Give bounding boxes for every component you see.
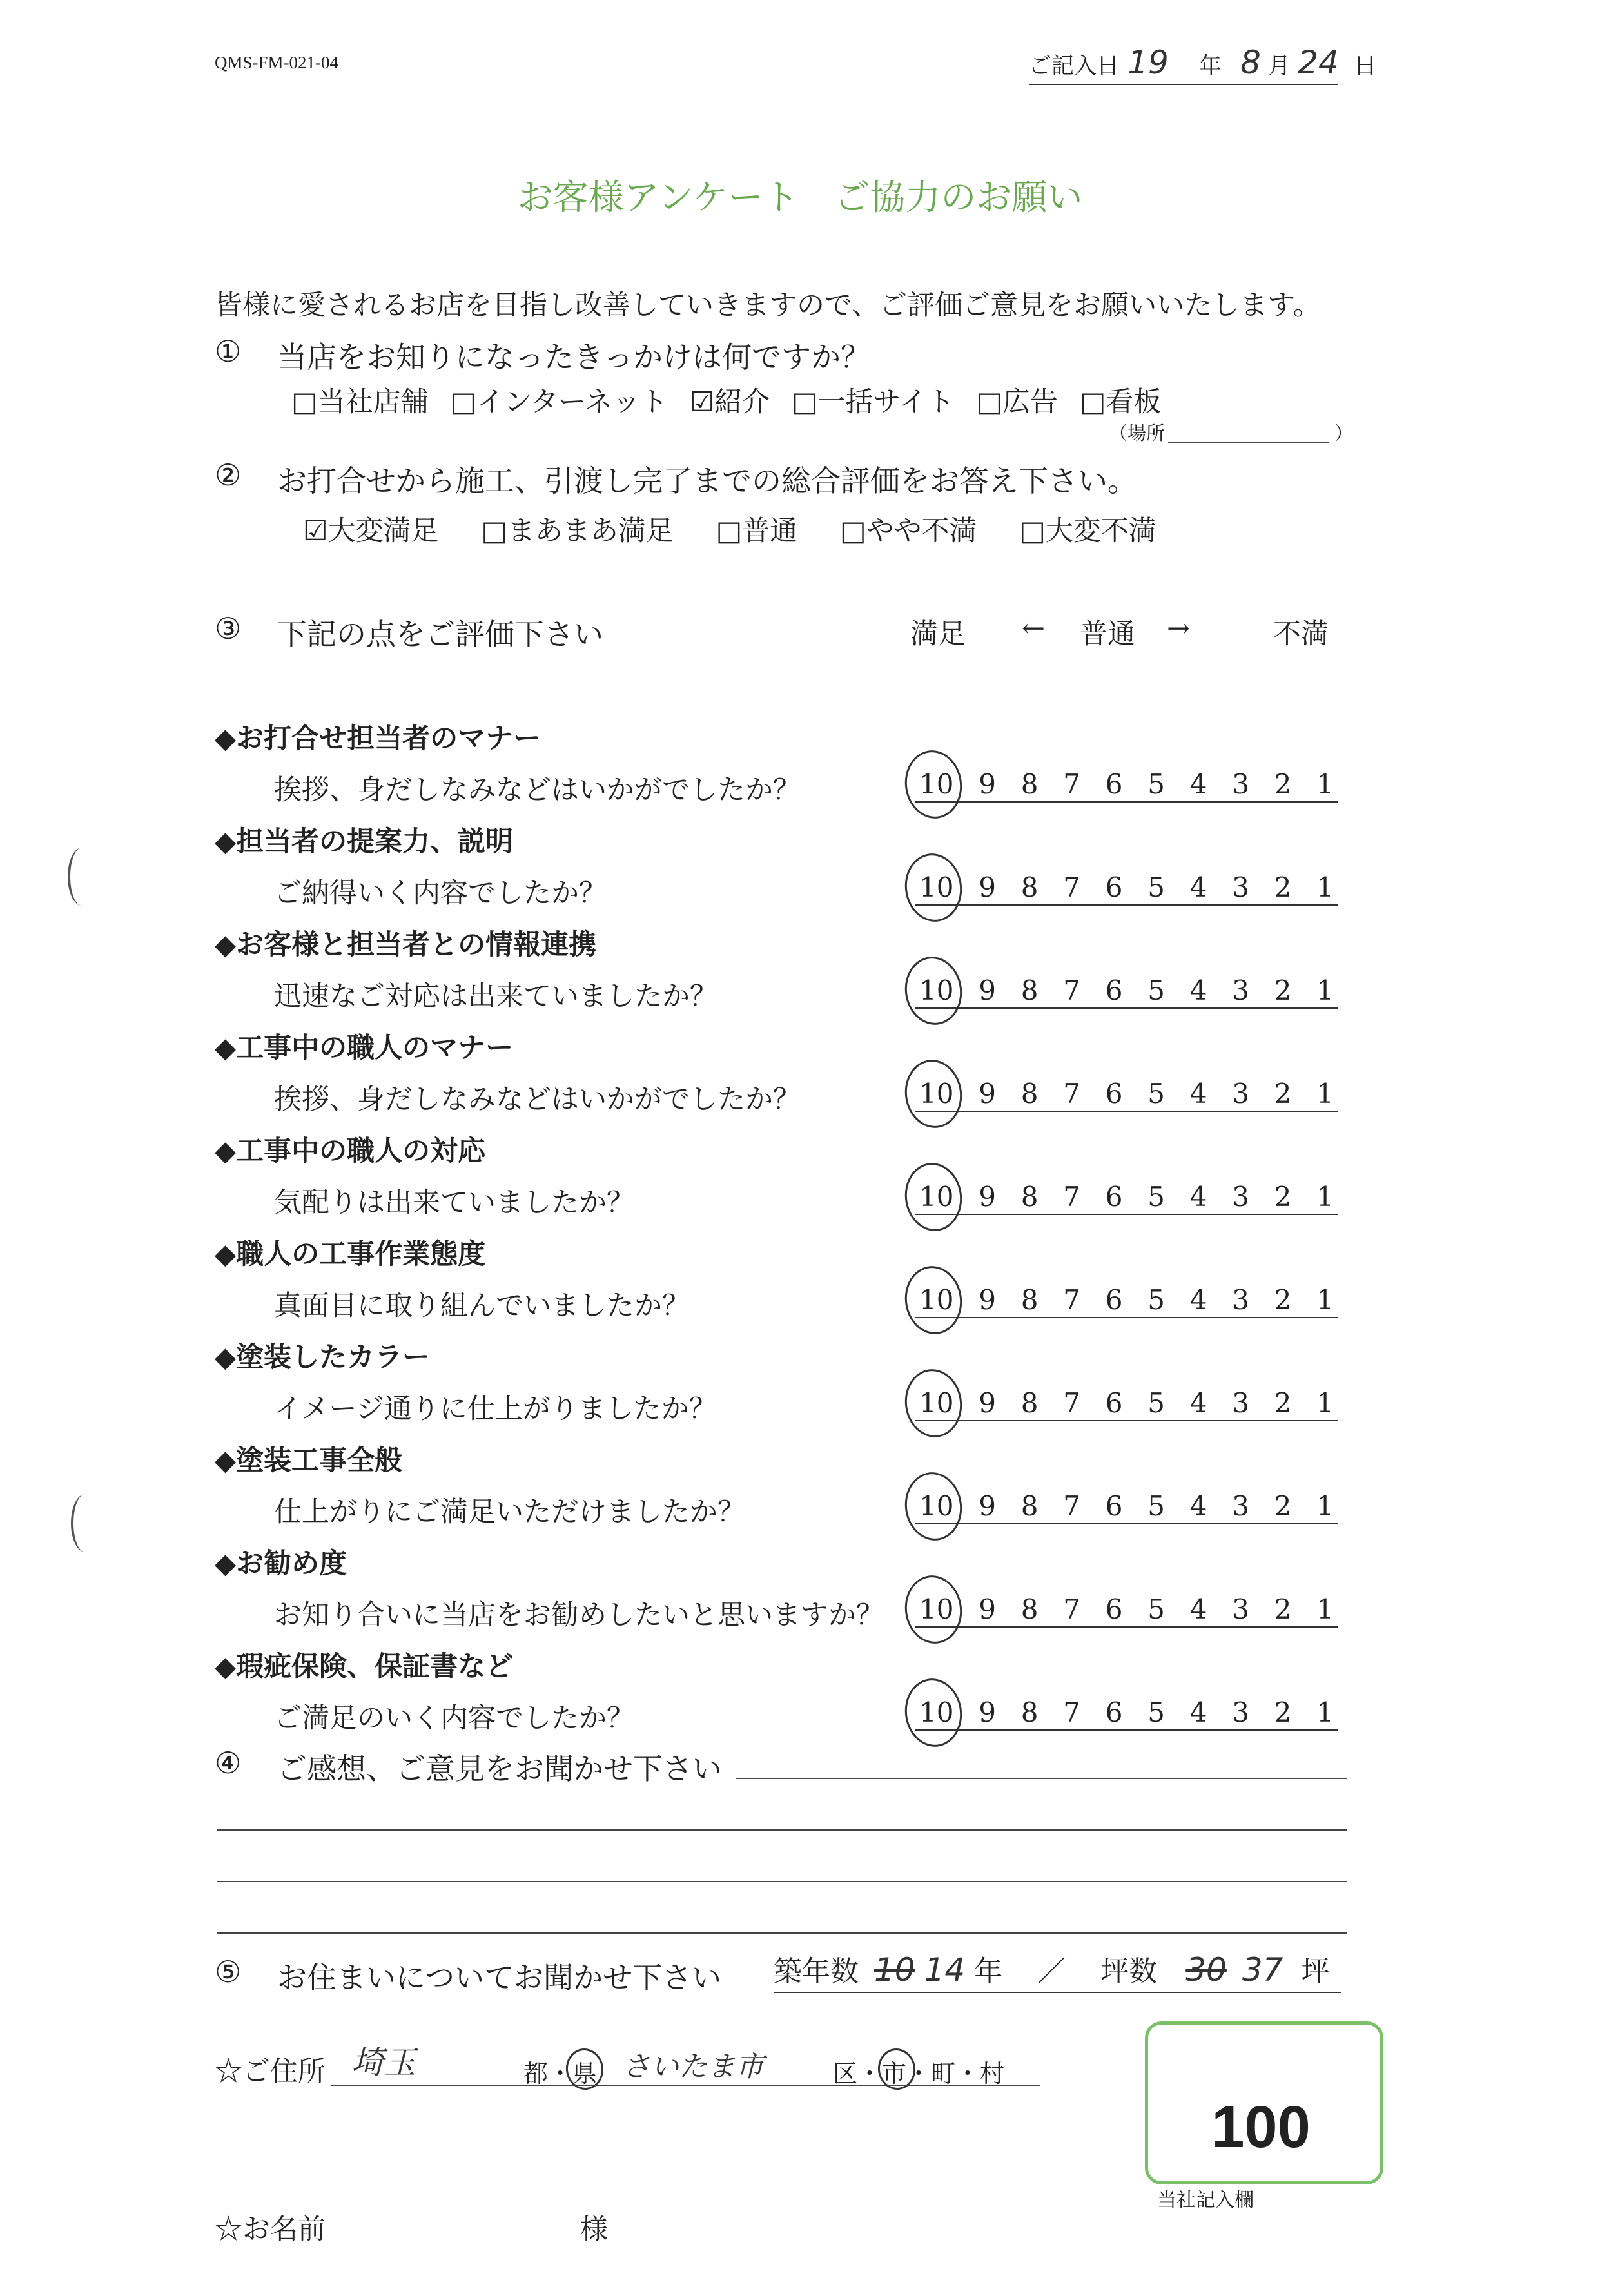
rating-option-1[interactable]: 1	[1316, 1078, 1334, 1109]
area-value[interactable]: 37	[1242, 1951, 1283, 1989]
rating-option-9[interactable]: 9	[979, 1284, 996, 1316]
rating-option-1[interactable]: 1	[1316, 871, 1334, 903]
rating-option-4[interactable]: 4	[1189, 1490, 1207, 1522]
rating-scale	[915, 975, 1338, 1009]
rating-category: ◆お客様と担当者との情報連携	[215, 929, 597, 961]
rating-option-8[interactable]: 8	[1020, 871, 1039, 903]
q1-option-internet[interactable]: □インターネット	[450, 386, 668, 418]
rating-question: ご満足のいく内容でしたか？	[274, 1702, 634, 1735]
rating-category: ◆塗装したカラー	[215, 1341, 431, 1374]
age-value[interactable]: 14	[924, 1951, 966, 1989]
office-score: 100	[1211, 2094, 1311, 2160]
rating-option-3[interactable]: 3	[1232, 975, 1249, 1006]
date-label: ご記入日	[1029, 54, 1120, 79]
date-month-unit: 月	[1268, 54, 1291, 79]
punch-hole-mark	[68, 848, 96, 906]
rating-option-10[interactable]: 10	[919, 1181, 954, 1212]
rating-option-2[interactable]: 2	[1274, 975, 1292, 1006]
rating-option-4[interactable]: 4	[1189, 1078, 1207, 1109]
rating-question: ご納得いく内容でしたか？	[274, 877, 607, 910]
age-label: 築年数	[774, 1955, 859, 1988]
selected-rating-circle	[901, 1159, 966, 1234]
rating-option-5[interactable]: 5	[1147, 768, 1165, 800]
rating-option-9[interactable]: 9	[979, 871, 996, 903]
rating-option-1[interactable]: 1	[1316, 1181, 1334, 1212]
scale-normal: 普通	[1080, 618, 1135, 650]
rating-option-3[interactable]: 3	[1232, 1593, 1249, 1625]
rating-option-7[interactable]: 7	[1063, 768, 1080, 800]
rating-option-10[interactable]: 10	[919, 975, 954, 1006]
rating-option-4[interactable]: 4	[1189, 1284, 1207, 1316]
rating-option-5[interactable]: 5	[1147, 1697, 1165, 1728]
comment-line[interactable]	[736, 1778, 1347, 1779]
scale-dissatisfied: 不満	[1273, 618, 1329, 650]
rating-option-1[interactable]: 1	[1316, 1387, 1334, 1419]
rating-option-2[interactable]: 2	[1274, 1078, 1292, 1109]
rating-option-4[interactable]: 4	[1189, 1181, 1207, 1212]
rating-scale	[915, 1078, 1338, 1112]
q1-option-ad[interactable]: □広告	[976, 386, 1058, 418]
comment-line[interactable]	[217, 1881, 1347, 1882]
rating-option-1[interactable]: 1	[1316, 1490, 1334, 1522]
selected-rating-circle	[901, 1468, 966, 1544]
rating-question: 真面目に取り組んでいましたか？	[274, 1290, 690, 1322]
age-struck-value: 10	[874, 1951, 915, 1989]
rating-option-7[interactable]: 7	[1063, 975, 1080, 1006]
comment-line[interactable]	[217, 1932, 1347, 1934]
q3-number: ③	[215, 611, 242, 646]
rating-category: ◆お勧め度	[215, 1548, 347, 1580]
rating-option-2[interactable]: 2	[1274, 1490, 1292, 1522]
rating-option-1[interactable]: 1	[1316, 1284, 1334, 1316]
rating-scale	[915, 1593, 1338, 1628]
rating-scale	[915, 1181, 1338, 1215]
rating-question: 挨拶、身だしなみなどはいかがでしたか？	[274, 1084, 801, 1116]
address-city-units: 区・市・町・村	[833, 2059, 1005, 2088]
q2-option-normal[interactable]: □普通	[716, 515, 798, 547]
intro-text: 皆様に愛されるお店を目指し改善していきますので、ご評価ご意見をお願いいたします。	[215, 289, 1321, 322]
rating-option-2[interactable]: 2	[1274, 1697, 1292, 1728]
q2-option-fairly-satisfied[interactable]: □まあまあ満足	[481, 515, 674, 547]
page-title: お客様アンケート ご協力のお願い	[517, 177, 1083, 218]
rating-option-7[interactable]: 7	[1063, 1490, 1080, 1522]
rating-option-3[interactable]: 3	[1232, 871, 1249, 903]
rating-option-7[interactable]: 7	[1063, 1387, 1080, 1419]
q4-question: ご感想、ご意見をお聞かせ下さい	[277, 1751, 722, 1786]
rating-option-10[interactable]: 10	[919, 871, 954, 903]
rating-option-10[interactable]: 10	[919, 1697, 954, 1728]
rating-option-1[interactable]: 1	[1316, 768, 1334, 800]
q1-location-line[interactable]	[1168, 442, 1329, 443]
q2-options	[303, 509, 1156, 549]
rating-option-8[interactable]: 8	[1020, 1078, 1039, 1109]
rating-option-9[interactable]: 9	[979, 1078, 996, 1109]
rating-category: ◆工事中の職人のマナー	[215, 1032, 514, 1064]
rating-option-4[interactable]: 4	[1189, 1593, 1207, 1625]
rating-option-9[interactable]: 9	[979, 1697, 996, 1728]
rating-option-3[interactable]: 3	[1232, 1697, 1249, 1728]
q2-question: お打合せから施工、引渡し完了までの総合評価をお答え下さい。	[277, 463, 1137, 498]
rating-option-3[interactable]: 3	[1232, 1490, 1249, 1522]
q4-number: ④	[215, 1746, 242, 1780]
rating-category: ◆担当者の提案力、説明	[215, 826, 514, 858]
rating-option-9[interactable]: 9	[979, 1387, 996, 1419]
rating-scale	[915, 1490, 1338, 1524]
rating-option-10[interactable]: 10	[919, 1593, 954, 1625]
rating-option-2[interactable]: 2	[1274, 1387, 1292, 1419]
rating-category: ◆お打合せ担当者のマナー	[215, 723, 541, 755]
rating-option-10[interactable]: 10	[919, 768, 954, 800]
rating-option-8[interactable]: 8	[1020, 1284, 1039, 1316]
rating-option-6[interactable]: 6	[1105, 1593, 1123, 1625]
rating-option-3[interactable]: 3	[1232, 1387, 1249, 1419]
punch-hole-mark	[71, 1494, 99, 1552]
rating-option-5[interactable]: 5	[1147, 1387, 1165, 1419]
rating-category: ◆塗装工事全般	[215, 1445, 403, 1477]
q1-number: ①	[215, 334, 242, 369]
rating-option-9[interactable]: 9	[979, 1181, 996, 1212]
house-info	[774, 1948, 1341, 1993]
q5-number: ⑤	[215, 1954, 242, 1989]
rating-option-5[interactable]: 5	[1147, 1181, 1165, 1212]
rating-option-2[interactable]: 2	[1274, 768, 1292, 800]
rating-option-8[interactable]: 8	[1020, 1697, 1039, 1728]
address-prefecture[interactable]: 埼玉	[351, 2044, 416, 2081]
address-city[interactable]: さいたま市	[622, 2050, 764, 2083]
q1-location-close: ）	[1334, 422, 1354, 444]
rating-question: 仕上がりにご満足いただけましたか？	[274, 1496, 745, 1528]
scale-left-arrow: ←	[1022, 612, 1046, 645]
rating-option-8[interactable]: 8	[1020, 1181, 1039, 1212]
rating-question: イメージ通りに仕上がりましたか？	[274, 1393, 717, 1425]
rating-option-8[interactable]: 8	[1020, 768, 1039, 800]
office-caption: 当社記入欄	[1157, 2189, 1254, 2212]
rating-option-6[interactable]: 6	[1105, 1490, 1123, 1522]
rating-option-7[interactable]: 7	[1063, 1181, 1080, 1212]
rating-category: ◆瑕疵保険、保証書など	[215, 1651, 514, 1683]
rating-option-6[interactable]: 6	[1105, 1181, 1123, 1212]
rating-category: ◆職人の工事作業態度	[215, 1238, 486, 1270]
rating-option-5[interactable]: 5	[1147, 1078, 1165, 1109]
q3-question: 下記の点をご評価下さい	[277, 617, 603, 652]
rating-option-1[interactable]: 1	[1316, 1593, 1334, 1625]
name-label: ☆お名前	[215, 2213, 326, 2246]
comment-line[interactable]	[217, 1829, 1347, 1831]
rating-option-3[interactable]: 3	[1232, 768, 1249, 800]
rating-option-4[interactable]: 4	[1189, 768, 1207, 800]
rating-option-8[interactable]: 8	[1020, 1593, 1039, 1625]
date-day: 24	[1298, 44, 1339, 81]
rating-option-1[interactable]: 1	[1316, 975, 1334, 1006]
date-year: 19	[1127, 44, 1169, 81]
rating-option-2[interactable]: 2	[1274, 1284, 1292, 1316]
rating-option-8[interactable]: 8	[1020, 1490, 1039, 1522]
rating-option-5[interactable]: 5	[1147, 1284, 1165, 1316]
selected-rating-circle	[901, 953, 966, 1028]
rating-category: ◆工事中の職人の対応	[215, 1135, 486, 1167]
rating-option-5[interactable]: 5	[1147, 1593, 1165, 1625]
rating-option-4[interactable]: 4	[1189, 975, 1207, 1006]
rating-scale	[915, 1387, 1338, 1421]
rating-option-7[interactable]: 7	[1063, 1593, 1080, 1625]
rating-option-3[interactable]: 3	[1232, 1284, 1249, 1316]
rating-option-8[interactable]: 8	[1020, 1387, 1039, 1419]
q1-option-referral[interactable]: ☑紹介	[689, 386, 770, 418]
rating-option-9[interactable]: 9	[979, 1490, 996, 1522]
rating-option-4[interactable]: 4	[1189, 1387, 1207, 1419]
rating-option-1[interactable]: 1	[1316, 1697, 1334, 1728]
rating-option-9[interactable]: 9	[979, 768, 996, 800]
rating-option-2[interactable]: 2	[1274, 1181, 1292, 1212]
rating-option-10[interactable]: 10	[919, 1078, 954, 1109]
rating-option-5[interactable]: 5	[1147, 975, 1165, 1006]
rating-option-5[interactable]: 5	[1147, 1490, 1165, 1522]
area-label: 坪数	[1100, 1955, 1158, 1988]
rating-option-7[interactable]: 7	[1063, 1697, 1080, 1728]
selected-rating-circle	[901, 1056, 966, 1131]
separator: ／	[1037, 1955, 1066, 1988]
name-honorific: 様	[580, 2213, 608, 2246]
rating-option-7[interactable]: 7	[1063, 1284, 1080, 1316]
form-code: QMS-FM-021-04	[215, 53, 339, 72]
q2-option-very-dissatisfied[interactable]: □大変不満	[1019, 515, 1156, 547]
rating-option-10[interactable]: 10	[919, 1490, 954, 1522]
entry-date	[1029, 44, 1376, 85]
scale-right-arrow: →	[1167, 612, 1191, 645]
rating-option-5[interactable]: 5	[1147, 871, 1165, 903]
rating-scale	[915, 1697, 1338, 1731]
q2-number: ②	[215, 458, 242, 492]
rating-option-6[interactable]: 6	[1105, 768, 1123, 800]
q5-question: お住まいについてお聞かせ下さい	[277, 1960, 722, 1995]
rating-option-3[interactable]: 3	[1232, 1078, 1249, 1109]
rating-option-6[interactable]: 6	[1105, 871, 1123, 903]
q1-question: 当店をお知りになったきっかけは何ですか？	[277, 340, 870, 375]
age-unit: 年	[974, 1955, 1003, 1988]
area-unit: 坪	[1301, 1955, 1330, 1988]
rating-option-7[interactable]: 7	[1063, 1078, 1080, 1109]
rating-option-10[interactable]: 10	[919, 1387, 954, 1419]
q2-option-slightly-dissatisfied[interactable]: □やや不満	[839, 515, 977, 547]
selected-rating-circle	[901, 1262, 966, 1338]
q1-options	[291, 380, 1161, 420]
rating-option-6[interactable]: 6	[1105, 975, 1123, 1006]
selected-rating-circle	[901, 850, 966, 925]
rating-option-10[interactable]: 10	[919, 1284, 954, 1316]
rating-question: 挨拶、身だしなみなどはいかがでしたか？	[274, 774, 801, 806]
rating-option-6[interactable]: 6	[1105, 1284, 1123, 1316]
area-struck-value: 30	[1185, 1951, 1227, 1989]
rating-option-6[interactable]: 6	[1105, 1387, 1123, 1419]
rating-option-6[interactable]: 6	[1105, 1697, 1123, 1728]
rating-option-6[interactable]: 6	[1105, 1078, 1123, 1109]
rating-option-9[interactable]: 9	[979, 975, 996, 1006]
rating-option-9[interactable]: 9	[979, 1593, 996, 1625]
rating-option-4[interactable]: 4	[1189, 871, 1207, 903]
rating-question: 迅速なご対応は出来ていましたか？	[274, 980, 717, 1013]
rating-option-2[interactable]: 2	[1274, 871, 1292, 903]
rating-scale	[915, 1284, 1338, 1318]
scale-satisfied: 満足	[910, 618, 966, 650]
q1-option-signboard[interactable]: □看板	[1079, 386, 1162, 418]
address-pref-units: 都・県	[523, 2059, 598, 2088]
date-year-unit: 年	[1198, 54, 1222, 79]
rating-option-3[interactable]: 3	[1232, 1181, 1249, 1212]
q1-location-open: （場所	[1109, 422, 1166, 444]
selected-rating-circle	[901, 1675, 966, 1750]
selected-rating-circle	[901, 1365, 966, 1441]
date-day-unit: 日	[1353, 54, 1376, 79]
rating-option-8[interactable]: 8	[1020, 975, 1039, 1006]
q2-option-very-satisfied[interactable]: ☑大変満足	[303, 515, 439, 547]
rating-question: 気配りは出来ていましたか？	[274, 1187, 634, 1219]
rating-option-7[interactable]: 7	[1063, 871, 1080, 903]
date-month: 8	[1240, 44, 1261, 81]
rating-option-4[interactable]: 4	[1189, 1697, 1207, 1728]
selected-rating-circle	[901, 1571, 966, 1647]
q1-option-store[interactable]: □当社店舗	[291, 386, 429, 418]
address-label: ☆ご住所	[215, 2056, 326, 2088]
rating-question: お知り合いに当店をお勧めしたいと思いますか？	[274, 1599, 884, 1631]
rating-scale	[915, 768, 1338, 803]
rating-scale	[915, 871, 1338, 906]
q1-option-bulk-site[interactable]: □一括サイト	[792, 386, 955, 418]
rating-option-2[interactable]: 2	[1274, 1593, 1292, 1625]
selected-rating-circle	[901, 746, 966, 822]
address-line[interactable]	[331, 2085, 1040, 2086]
